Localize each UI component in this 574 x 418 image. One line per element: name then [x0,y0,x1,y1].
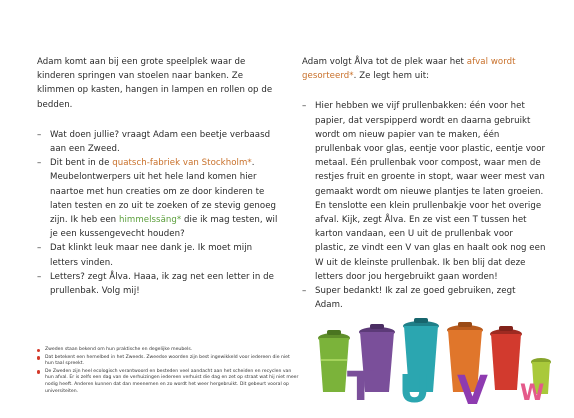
bin-red-icon [490,326,522,390]
dialogue-line [302,99,546,284]
dialogue-text: Super bedankt! Ik zal ze goed gebruiken, zegt Adam. [315,286,516,311]
right-intro-paragraph [302,55,546,83]
letter-w: W [520,381,545,405]
letter-t: T [347,364,375,405]
dialogue-text: die ik mag testen, wil je een kussengevecht houden? [50,215,278,240]
footnote-text: Dat betekent een hemelbed in het Zweeds. Zweedse woorden zijn best ingewikkeld voor iedereen die niet hun taal spreekt. [45,354,290,367]
footnote [37,347,299,354]
left-intro-paragraph: Adam komt aan bij een grote speelplek waar de kinderen springen van stoelen naar banken. Ze klimmen op kasten, hangen in lampen en rollen op de bedden. [37,57,273,110]
highlight-himmelssang: himmelssäng* [118,215,182,226]
bin-green-icon [318,330,350,392]
dialogue-text: Hier hebben we vijf prullenbakken: één voor het papier, dat verspipperd wordt en daarna gebruikt wordt om nieuw papier van te maken, één prullenbak voor glas, eentje voor plastic, eentje voor metaal. Eén prullenbak voor compost, waar men de restjes fruit en groente in stopt, waar weer mest van gemaakt wordt om nieuwe plantjes te laten groeien. En tenslotte een klein prullenbakje voor het overige afval. Kijk, zegt Ålva. En ze vist een T tussen het karton vandaan, een U uit de prullenbak voor plastic, ze vindt een V van glas en haalt ook nog een W uit de kleinste prullenbak. Ik ben blij dat deze letters door jou hergebruikt gaan worden! [315,101,546,282]
dialogue-text: Letters? zegt Ålva. Haaa, ik zag net een letter in de prullenbak. Volg mij! [50,271,274,297]
recycling-bins-illustration [307,300,555,405]
footnote-bullet-icon [37,356,40,359]
dialogue-line [37,128,282,156]
highlight-quatsch-fabriek: quatsch-fabriek van Stockholm* [112,158,252,169]
letter-v: V [457,368,488,405]
intro-text: Adam volgt Ålva tot de plek waar het [302,57,467,67]
highlight-afval: afval wordt gesorteerd* [302,57,516,82]
left-dialogue-list [37,128,282,298]
footnote [37,369,299,395]
footnote [37,355,299,368]
dialogue-text: Dat klinkt leuk maar nee dank je. Ik moet mijn letters vinden. [50,243,253,268]
footnote-bullet-icon [37,349,40,352]
right-dialogue-list [302,99,546,312]
left-column [37,55,282,298]
footnote-text: De Zweden zijn heel ecologisch verantwoord en besteden veel aandacht aan het scheiden en recyclen van hun afval. Er is zelfs een dag van de verhuizingen iedereen verhuist die dag en zet op straat wat hij niet meer nodig heeft. Anderen kunnen dat dan meenemen en zo wordt het weer hergebruikt. Dit gebeurt vooral op universiteiten. [45,368,299,394]
dialogue-line [37,241,282,269]
footnote-bullet-icon [37,370,40,373]
right-column [302,55,546,312]
dialogue-text: . Meubelontwerpers uit het hele land komen hier naartoe met hun creaties om ze door kinderen te laten testen en zo uit te zoeken of ze stevig genoeg zijn. Ik heb een [50,158,277,226]
dialogue-text: Dit bent in de [50,158,113,169]
intro-text: . Ze legt hem uit: [353,71,430,82]
dialogue-text: Wat doen jullie? vraagt Adam een beetje verbaasd aan een Zweed. [50,129,271,155]
letter-u: U [399,367,430,405]
recycling-bins-drawing [307,300,555,405]
dialogue-line [37,270,282,298]
footnote-text: Zweden staan bekend om hun praktische en degelijke meubels. [45,347,193,352]
dialogue-line [37,156,282,241]
footnotes [37,347,299,396]
